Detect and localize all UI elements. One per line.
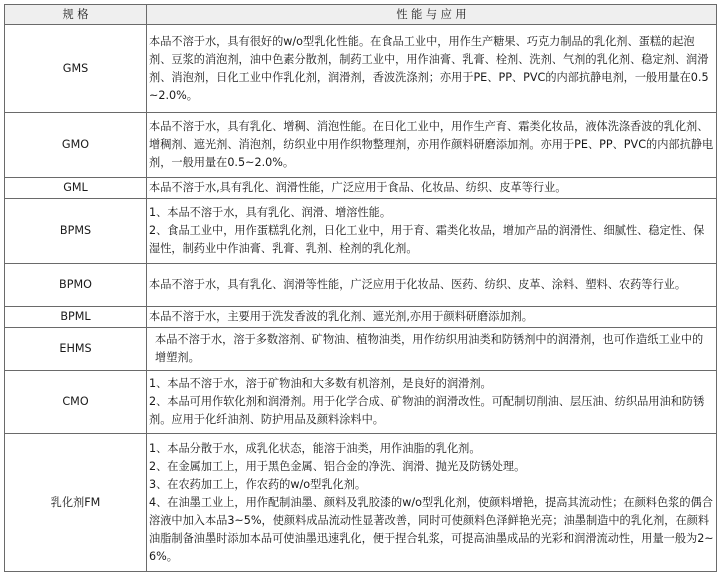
desc-line: 1、本品不溶于水，溶于矿物油和大多数有机溶剂，是良好的润滑剂。: [149, 377, 492, 390]
table-row: [5, 328, 717, 371]
spec-desc: [147, 113, 717, 178]
desc-line: 本品不溶于水，主要用于洗发香波的乳化剂、遮光剂,亦用于颜料研磨添加剂。: [149, 310, 533, 323]
spec-name: BPML: [5, 307, 147, 328]
desc-line: 2、在金属加工上，用于黑色金属、铝合金的净洗、润滑、抛光及防锈处理。: [149, 459, 526, 473]
spec-name: GMO: [5, 113, 147, 178]
header-desc: 性 能 与 应 用: [147, 5, 717, 25]
desc-line: 3、在农药加工上，作农药的w/o型乳化剂。: [149, 477, 367, 491]
desc-line: 本品不溶于水，具有乳化、润滑等性能，广泛应用于化妆品、医药、纺织、皮革、涂料、塑料、农药等行业。: [149, 278, 687, 291]
table-row: [5, 264, 717, 307]
table-row: [5, 199, 717, 264]
spec-name: GML: [5, 178, 147, 199]
header-spec: 规 格: [5, 5, 147, 25]
spec-desc: [147, 371, 717, 434]
desc-line: 2、食品工业中，用作蛋糕乳化剂，日化工业中，用于育、霜类化妆品，增加产品的润滑性、细腻性、稳定性、保湿性，制药业中作油膏、乳膏、乳剂、栓剂的乳化剂。: [149, 224, 705, 255]
spec-desc: [147, 307, 717, 328]
spec-name: GMS: [5, 25, 147, 113]
spec-desc: [147, 178, 717, 199]
desc-line: 1、本品分散于水，成乳化状态，能溶于油类，用作油脂的乳化剂。: [149, 441, 481, 455]
table-row: [5, 25, 717, 113]
desc-line: 4、在油墨工业上，用作配制油墨、颜料及乳胶漆的w/o型乳化剂，使颜料增艳，提高其流动性；在颜料色浆的偶合溶液中加入本品3~5%，使颜料成品流动性显著改善，同时可使颜料色泽鲜艳光亮；油墨制造中的乳化剂，在颜料油脂制备油墨时添加本品可使油墨迅速乳化，便于捏合轧浆，可提高油墨成品的光彩和润滑流动性，用量一般为2~6%。: [149, 495, 714, 563]
table-row: [5, 434, 717, 572]
table-row: [5, 178, 717, 199]
spec-name: CMO: [5, 371, 147, 434]
spec-desc: [147, 199, 717, 264]
spec-name: 乳化剂FM: [5, 434, 147, 572]
desc-line: 本品不溶于水，具有很好的w/o型乳化性能。在食品工业中，用作生产糖果、巧克力制品的乳化剂、蛋糕的起泡剂、豆浆的消泡剂，油中色素分散剂，制药工业中，用作油膏、乳膏、栓剂、洗剂、气剂的乳化剂、稳定剂、润滑剂、消泡剂，日化工业中作乳化剂，润滑剂，香波洗涤剂；亦用于PE、PP、PVC的内部抗静电剂，一般用量在0.5~2.0%。: [149, 34, 709, 102]
spec-desc: [147, 264, 717, 307]
table-row: [5, 307, 717, 328]
header-row: [5, 5, 717, 25]
table-row: [5, 371, 717, 434]
spec-name: BPMS: [5, 199, 147, 264]
spec-name: BPMO: [5, 264, 147, 307]
spec-desc: [147, 25, 717, 113]
desc-line: 本品不溶于水，溶于多数溶剂、矿物油、植物油类，用作纺织用油类和防锈剂中的润滑剂，也可作造纸工业中的增塑剂。: [155, 333, 704, 364]
desc-line: 2、本品可用作软化剂和润滑剂。用于化学合成、矿物油的润滑改性。可配制切削油、层压油、纺织品用油和防锈剂。应用于化纤油剂、防护用品及颜料涂料中。: [149, 395, 705, 426]
spec-desc: [147, 328, 717, 371]
desc-line: 本品不溶于水，具有乳化、增稠、消泡性能。在日化工业中，用作生产育、霜类化妆品，液体洗涤香波的乳化剂、增稠剂、遮光剂、消泡剂，纺织业中用作织物整理剂，亦用作颜料研磨添加剂。亦用于PE、PP、PVC的内部抗静电剂，一般用量在0.5~2.0%。: [149, 120, 714, 169]
spec-name: EHMS: [5, 328, 147, 371]
desc-line: 本品不溶于水,具有乳化、润滑性能，广泛应用于食品、化妆品、纺织、皮革等行业。: [149, 181, 567, 194]
desc-line: 1、本品不溶于水，具有乳化、润滑、增溶性能。: [149, 206, 392, 219]
spec-table: [4, 4, 717, 572]
spec-desc: [147, 434, 717, 572]
table-row: [5, 113, 717, 178]
